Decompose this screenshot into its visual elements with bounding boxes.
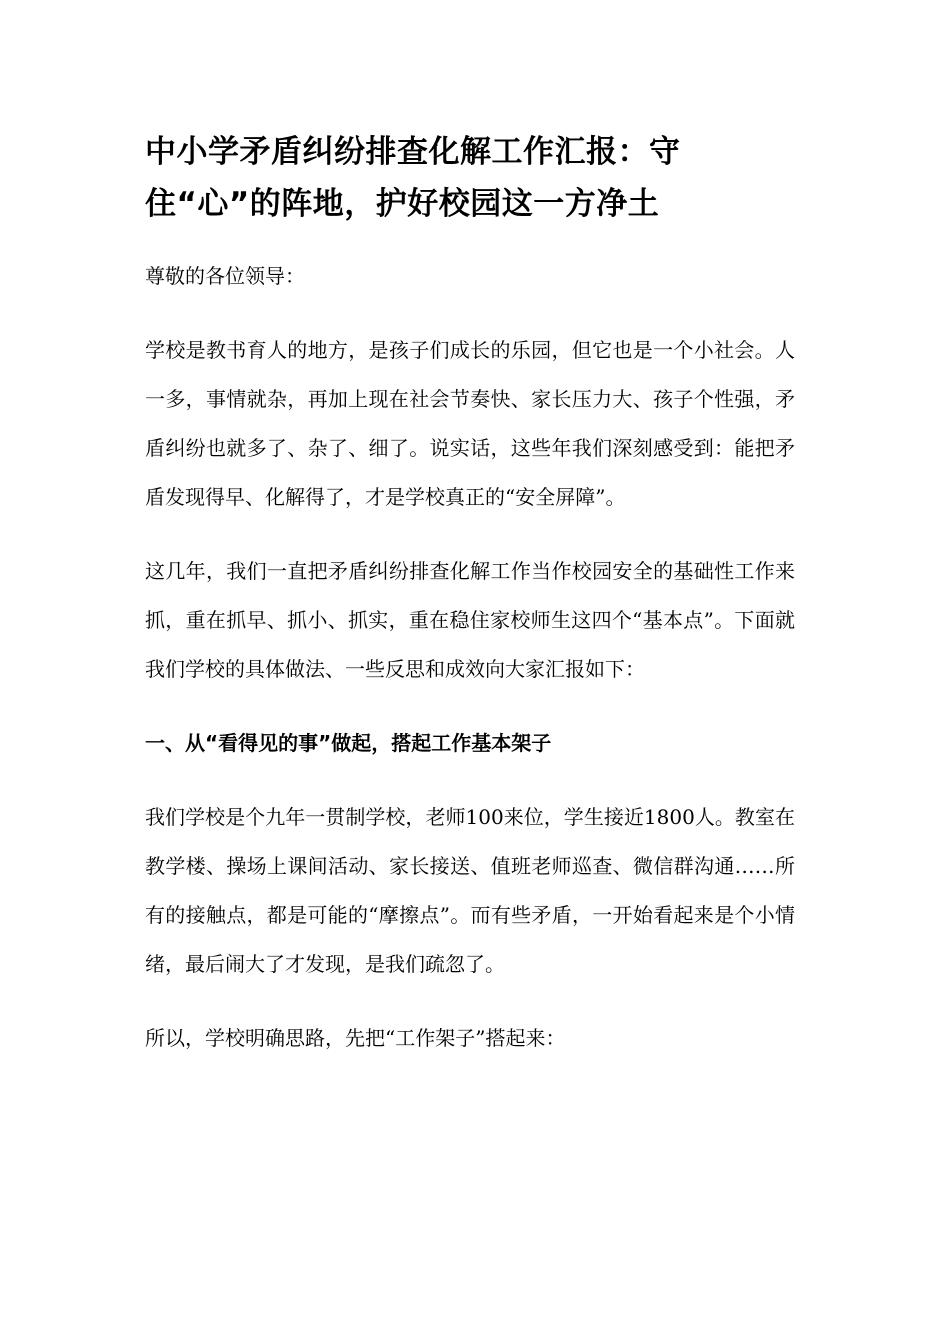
greeting: 尊敬的各位领导： xyxy=(145,264,305,288)
section-1-paragraph-2: 所以，学校明确思路，先把“工作架子”搭起来： xyxy=(145,1026,566,1050)
paragraph-intro-1: 学校是教书育人的地方，是孩子们成长的乐园，但它也是一个小社会。人一多，事情就杂，再加上现在社会节奏快、家长压力大、孩子个性强，矛盾纠纷也就多了、杂了、细了。说实话，这些年我们深刻感受到：能把矛盾发现得早、化解得了，才是学校真正的“安全屏障”。 xyxy=(145,338,795,509)
document-title: 中小学矛盾纠纷排查化解工作汇报：守住“心”的阵地，护好校园这一方净土 xyxy=(145,134,681,222)
section-1-paragraph-1: 我们学校是个九年一贯制学校，老师100来位，学生接近1800人。教室在教学楼、操场上课间活动、家长接送、值班老师巡查、微信群沟通……所有的接触点，都是可能的“摩擦点”。而有些矛盾，一开始看起来是个小情绪，最后闹大了才发现，是我们疏忽了。 xyxy=(145,805,795,976)
document-page xyxy=(145,126,795,1088)
section-1-heading: 一、从“看得见的事”做起，搭起工作基本架子 xyxy=(145,731,552,755)
paragraph-intro-2: 这几年，我们一直把矛盾纠纷排查化解工作当作校园安全的基础性工作来抓，重在抓早、抓小、抓实，重在稳住家校师生这四个“基本点”。下面就我们学校的具体做法、一些反思和成效向大家汇报如下： xyxy=(145,559,795,681)
